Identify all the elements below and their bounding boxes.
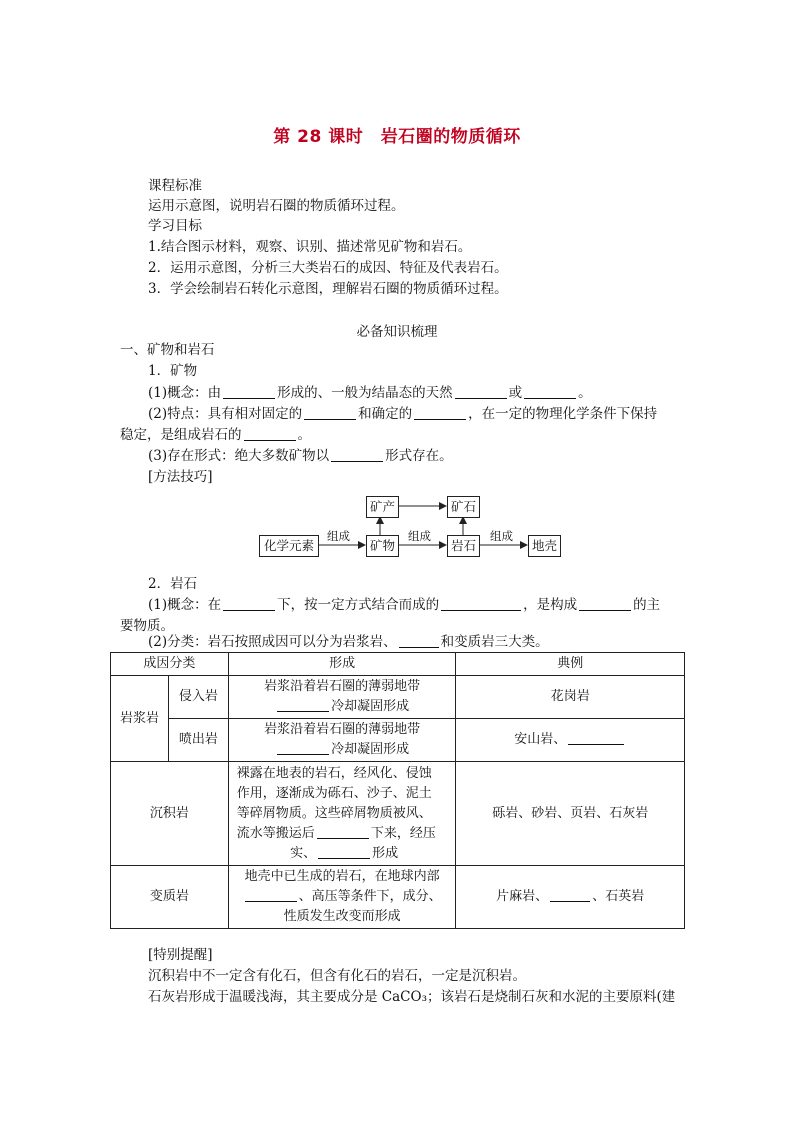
rock-classification-table <box>110 652 685 929</box>
goal-item: 1.结合图示材料，观察、识别、描述常见矿物和岩石。 <box>148 239 472 255</box>
cell-metamorphic-form: 地壳中已生成的岩石，在地球内部 、高压等条件下，成分、 性质发生改变而形成 <box>228 866 456 929</box>
cell-sedimentary-example: 砾岩、砂岩、页岩、石灰岩 <box>456 762 685 866</box>
header-formation: 形成 <box>228 653 456 676</box>
node-crust: 地壳 <box>528 535 561 557</box>
answer-blank[interactable] <box>223 596 275 611</box>
answer-blank[interactable] <box>441 596 521 611</box>
answer-blank[interactable] <box>277 697 329 712</box>
rock-heading: 2．岩石 <box>148 576 198 592</box>
mineral-trait: (2)特点：具有相对固定的 和确定的 ，在一定的物理化学条件下保持 <box>148 406 658 422</box>
cell-intrusive: 侵入岩 <box>168 676 228 719</box>
cell-intrusive-example: 花岗岩 <box>456 676 685 719</box>
cell-sedimentary-form: 裸露在地表的岩石，经风化、侵蚀 作用，逐渐成为砾石、沙子、泥土 等碎屑物质。这些碎屑物质被风、 流水等搬运后 下来，经压 实、 形成 <box>228 762 456 866</box>
cell-metamorphic-example: 片麻岩、 、石英岩 <box>456 866 685 929</box>
answer-blank[interactable] <box>317 824 369 839</box>
answer-blank[interactable] <box>277 740 329 755</box>
section-title: 必备知识梳理 <box>356 324 438 340</box>
cell-extrusive-form: 岩浆沿着岩石圈的薄弱地带 冷却凝固形成 <box>228 719 456 762</box>
cell-igneous: 岩浆岩 <box>111 676 169 762</box>
header-cause: 成因分类 <box>111 653 229 676</box>
page-title: 第 28 课时 岩石圈的物质循环 <box>273 127 521 147</box>
mineral-trait-cont: 稳定，是组成岩石的 。 <box>120 427 311 443</box>
goal-item: 3．学会绘制岩石转化示意图，理解岩石圈的物质循环过程。 <box>148 281 508 297</box>
node-ore-rock: 矿石 <box>447 496 480 518</box>
node-rock: 岩石 <box>447 535 480 557</box>
node-mineral: 矿物 <box>366 535 399 557</box>
header-example: 典例 <box>456 653 685 676</box>
answer-blank[interactable] <box>318 844 370 859</box>
edge-label: 组成 <box>327 529 350 543</box>
node-ore-product: 矿产 <box>366 496 399 518</box>
cell-metamorphic: 变质岩 <box>111 866 229 929</box>
answer-blank[interactable] <box>399 633 439 648</box>
standard-text: 运用示意图，说明岩石圈的物质循环过程。 <box>148 198 405 214</box>
mineral-existence: (3)存在形式：绝大多数矿物以 形式存在。 <box>148 448 453 464</box>
edge-label: 组成 <box>490 529 513 543</box>
mineral-heading: 1．矿物 <box>148 363 198 379</box>
special-note: 沉积岩中不一定含有化石，但含有化石的岩石，一定是沉积岩。 <box>148 968 526 984</box>
table-row <box>111 676 685 719</box>
goal-item: 2．运用示意图，分析三大类岩石的成因、特征及代表岩石。 <box>148 260 508 276</box>
node-chemical-elements: 化学元素 <box>259 535 319 557</box>
answer-blank[interactable] <box>568 730 624 745</box>
table-row <box>111 719 685 762</box>
rock-concept: (1)概念：在 下，按一定方式结合而成的 ，是构成 的主 <box>148 597 661 613</box>
rock-concept-cont: 要物质。 <box>120 618 174 634</box>
answer-blank[interactable] <box>245 887 297 902</box>
answer-blank[interactable] <box>579 596 631 611</box>
table-row <box>111 866 685 929</box>
edge-label: 组成 <box>408 529 431 543</box>
mineral-concept: (1)概念：由 形成的、一般为结晶态的天然 或 。 <box>148 385 592 401</box>
method-tip: [方法技巧] <box>148 469 213 485</box>
cell-sedimentary: 沉积岩 <box>111 762 229 866</box>
table-header-row <box>111 653 685 676</box>
cell-extrusive: 喷出岩 <box>168 719 228 762</box>
standard-heading: 课程标准 <box>148 178 202 194</box>
table-row <box>111 762 685 866</box>
answer-blank[interactable] <box>550 887 590 902</box>
special-tip: [特别提醒] <box>148 947 213 963</box>
rock-classification: (2)分类：岩石按照成因可以分为岩浆岩、 和变质岩三大类。 <box>148 634 549 650</box>
goals-heading: 学习目标 <box>148 218 202 234</box>
cell-intrusive-form: 岩浆沿着岩石圈的薄弱地带 冷却凝固形成 <box>228 676 456 719</box>
part-heading: 一、矿物和岩石 <box>120 342 215 358</box>
special-note: 石灰岩形成于温暖浅海，其主要成分是 CaCO₃；该岩石是烧制石灰和水泥的主要原料(建 <box>148 989 676 1005</box>
cell-extrusive-example: 安山岩、 <box>456 719 685 762</box>
